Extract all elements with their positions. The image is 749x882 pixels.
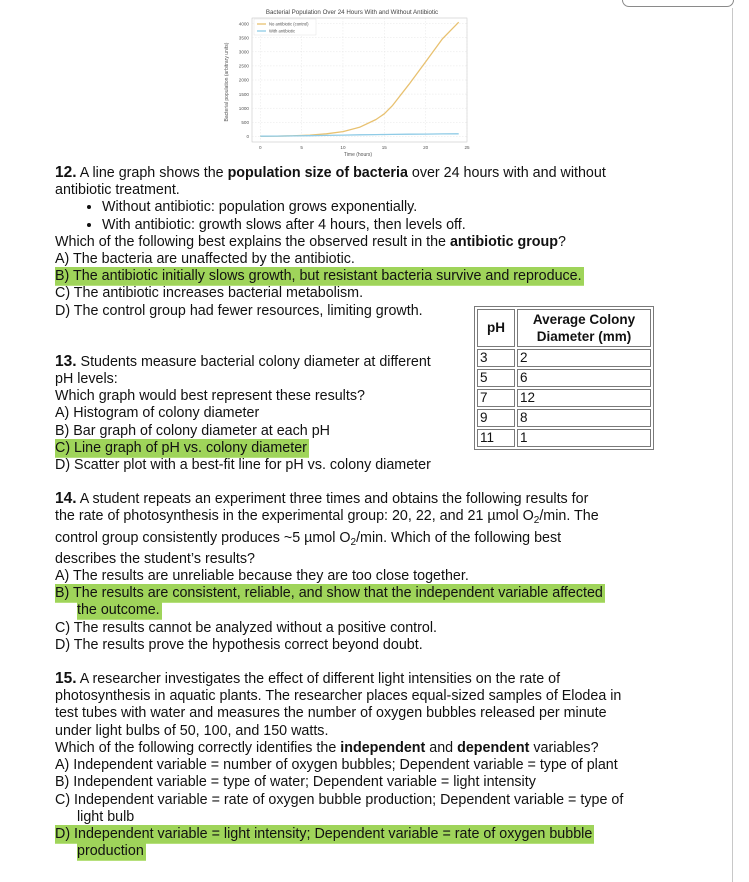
svg-text:3500: 3500 [238, 35, 249, 41]
question-13: 13. Students measure bacterial colony diameter at different pH levels: Which graph would best represent these results? A) Histogram of colony diameter B) Bar graph of colony diameter at each pH C) Line graph of pH vs. colony diameter D) Scatter plot with a best-fit line for pH vs. colony diameter [55, 353, 655, 474]
question-number: 15. [55, 670, 77, 688]
option-a[interactable]: A) Independent variable = number of oxygen bubbles; Dependent variable = type of plant [55, 757, 618, 774]
svg-text:2000: 2000 [238, 77, 249, 83]
svg-text:1500: 1500 [238, 91, 249, 97]
option-d[interactable]: D) Scatter plot with a best-fit line for pH vs. colony diameter [55, 457, 431, 474]
question-14: 14. A student repeats an experiment three times and obtains the following results for the rate of photosynthesis in the experimental group: 20, 22, and 21 µmol $O_2/\min$. The control group consistently produces ~5 µmol $O_2/\min$. Which of the following best describes the student’s results? A) The results are unreliable because they are too close together. B) The results are consistent, reliable, and show that the independent variable affected the outcome. C) The results cannot be analyzed without a positive control. D) The results prove the hypothesis correct beyond doubt. [55, 490, 655, 654]
question-prompt: Which of the following correctly identifies the independent and dependent variables? [55, 739, 599, 756]
option-d[interactable]: D) The results prove the hypothesis correct beyond doubt. [55, 636, 423, 653]
table-header-row [477, 309, 651, 347]
header-diameter: Average Colony Diameter (mm) [517, 309, 651, 347]
option-b[interactable]: B) Independent variable = type of water; Dependent variable = light intensity [55, 774, 536, 791]
option-a[interactable]: A) Histogram of colony diameter [55, 405, 260, 422]
option-b-continued[interactable]: the outcome. [77, 602, 160, 619]
option-b[interactable]: B) Bar graph of colony diameter at each pH [55, 422, 330, 439]
chart-series [260, 22, 458, 136]
option-c[interactable]: C) The antibiotic increases bacterial metabolism. [55, 285, 364, 302]
svg-text:4000: 4000 [238, 21, 249, 27]
option-a[interactable]: A) The bacteria are unaffected by the antibiotic. [55, 251, 355, 268]
q12-bullets [55, 199, 655, 233]
svg-text:25: 25 [464, 145, 470, 150]
bacteria-line-chart [222, 4, 472, 159]
bullet-item: • With antibiotic: growth slows after 4 hours, then levels off. [102, 217, 655, 234]
worksheet-document [55, 164, 655, 860]
table-row: 11 1 [477, 429, 651, 447]
question-number: 12. [55, 164, 77, 181]
svg-text:20: 20 [423, 145, 429, 150]
table-row: 7 12 [477, 389, 651, 407]
question-prompt: Which of the following best explains the observed result in the antibiotic group? [55, 233, 566, 250]
top-right-box [622, 0, 734, 7]
svg-text:3000: 3000 [238, 49, 249, 55]
svg-text:0: 0 [246, 134, 249, 140]
y-axis-ticks [239, 21, 250, 139]
svg-text:No antibiotic (control): No antibiotic (control) [269, 21, 309, 27]
ph-colony-table [474, 306, 654, 450]
svg-text:15: 15 [381, 145, 387, 150]
x-axis-ticks [259, 145, 470, 150]
svg-text:5: 5 [300, 145, 303, 150]
chart-canvas [222, 4, 472, 159]
option-d-highlighted[interactable]: D) Independent variable = light intensity; Dependent variable = rate of oxygen bubble [55, 825, 593, 842]
option-b-highlighted[interactable]: B) The antibiotic initially slows growth, but resistant bacteria survive and reproduce. [55, 268, 582, 285]
question-prompt: Which graph would best represent these results? [55, 388, 365, 405]
chart-title: Bacterial Population Over 24 Hours With and Without Antibiotic [265, 9, 439, 16]
svg-text:2500: 2500 [238, 63, 249, 69]
table-row: 5 6 [477, 369, 651, 387]
table-row: 9 8 [477, 409, 651, 427]
option-c-continued[interactable]: light bulb [77, 808, 135, 825]
chart-grid [252, 18, 467, 142]
svg-text:0: 0 [258, 145, 262, 150]
option-a[interactable]: A) The results are unreliable because they are too close together. [55, 568, 469, 585]
option-b-highlighted[interactable]: B) The results are consistent, reliable, and show that the independent variable affected [55, 585, 603, 602]
x-axis-label: Time (hours) [343, 152, 373, 158]
right-margin-line [732, 8, 733, 882]
option-d[interactable]: D) The control group had fewer resources, limiting growth. [55, 302, 423, 319]
question-15: 15. A researcher investigates the effect of different light intensities on the rate of photosynthesis in aquatic plants. The researcher places equal-sized samples of Elodea in test tubes with water and measures the number of oxygen bubbles released per minute under light bulbs of 50, 100, and 150 watts. Which of the following correctly identifies the independent and dependent variables? A) Independent variable = number of oxygen bubbles; Dependent variable = type of plant B) Independent variable = type of water; Dependent variable = light intensity C) Independent variable = rate of oxygen bubble production; Dependent variable = type of light bulb D) Independent variable = light intensity; Dependent variable = rate of oxygen bubble production [55, 670, 655, 860]
question-12: 12. A line graph shows the population size of bacteria over 24 hours with and without antibiotic treatment. • Without antibiotic: population grows exponentially. • With antibiotic: growth slows after 4 hours, then levels off. Which of the following best explains the observed result in the antibiotic group? A) The bacteria are unaffected by the antibiotic. B) The antibiotic initially slows growth, but resistant bacteria survive and reproduce. C) The antibiotic increases bacterial metabolism. D) The control group had fewer resources, limiting growth. [55, 164, 655, 320]
option-d-continued[interactable]: production [77, 843, 144, 860]
option-c[interactable]: C) Independent variable = rate of oxygen bubble production; Dependent variable = type of [55, 791, 624, 808]
option-c[interactable]: C) The results cannot be analyzed without a positive control. [55, 619, 437, 636]
question-number: 14. [55, 490, 77, 508]
header-ph: pH [477, 309, 515, 347]
svg-text:With antibiotic: With antibiotic [269, 28, 296, 34]
svg-text:500: 500 [241, 119, 249, 125]
chart-legend [254, 19, 316, 35]
question-number: 13. [55, 352, 77, 370]
table-row: 3 2 [477, 349, 651, 367]
svg-text:10: 10 [340, 145, 346, 150]
svg-text:1000: 1000 [238, 105, 249, 111]
option-c-highlighted[interactable]: C) Line graph of pH vs. colony diameter [55, 439, 307, 456]
y-axis-label: Bacterial population (arbitrary units) [224, 42, 230, 122]
bullet-item: • Without antibiotic: population grows exponentially. [102, 199, 655, 216]
